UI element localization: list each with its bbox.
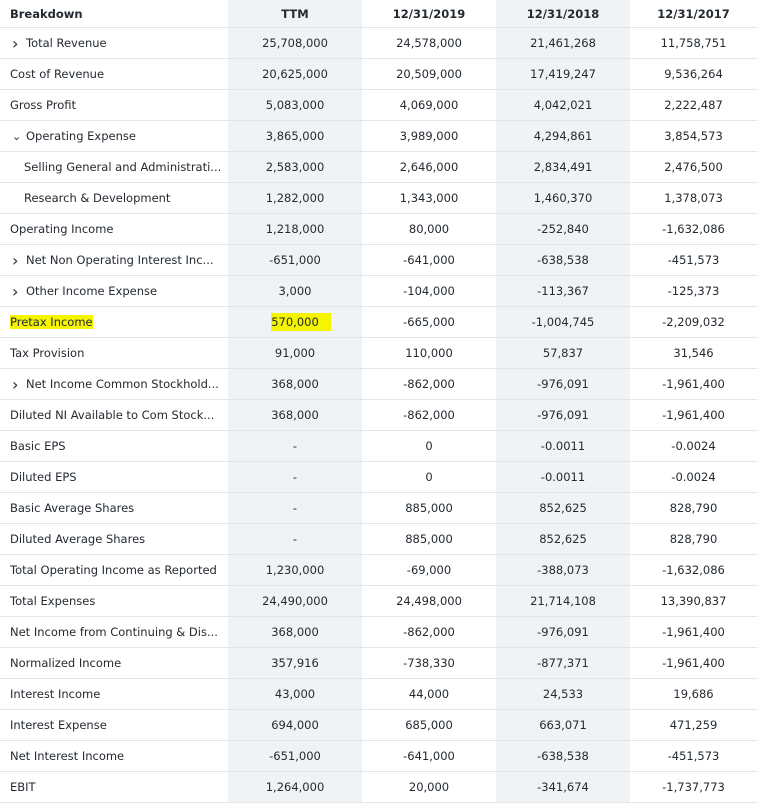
cell-value: -1,961,400 (662, 625, 725, 639)
cell-value: 2,646,000 (399, 160, 459, 174)
cell-value: 357,916 (271, 656, 319, 670)
cell-value: -651,000 (269, 253, 321, 267)
cell-ttm (228, 617, 362, 647)
cell-2018 (496, 338, 630, 368)
row-label (0, 59, 228, 89)
row-label (0, 524, 228, 554)
cell-value: 43,000 (274, 687, 316, 701)
cell-value: 17,419,247 (530, 67, 596, 81)
cell-ttm (228, 431, 362, 461)
cell-2019 (362, 772, 496, 802)
cell-value: 1,282,000 (265, 191, 325, 205)
header-breakdown: Breakdown (10, 6, 83, 21)
cell-value: 1,343,000 (399, 191, 459, 205)
row-label (0, 400, 228, 430)
row-label[interactable] (0, 245, 228, 275)
table-row (0, 245, 757, 276)
cell-2018 (496, 679, 630, 709)
cell-value: -1,961,400 (662, 656, 725, 670)
cell-value: -862,000 (403, 377, 455, 391)
cell-value: 0 (425, 470, 433, 484)
table-row (0, 369, 757, 400)
cell-2018 (496, 245, 630, 275)
cell-2017 (630, 648, 757, 678)
cell-ttm (228, 183, 362, 213)
row-label[interactable] (0, 369, 228, 399)
cell-value: 368,000 (271, 377, 319, 391)
chevron-right-icon[interactable]: › (12, 374, 19, 394)
cell-ttm (228, 214, 362, 244)
cell-value: 885,000 (405, 501, 453, 515)
cell-2017 (630, 431, 757, 461)
cell-value: 24,578,000 (396, 36, 462, 50)
cell-value: 2,834,491 (533, 160, 593, 174)
table-row (0, 90, 757, 121)
cell-value: 368,000 (271, 625, 319, 639)
cell-2019 (362, 276, 496, 306)
row-label-text: Net Income Common Stockhold... (26, 377, 219, 391)
cell-ttm (228, 369, 362, 399)
row-label[interactable] (0, 121, 228, 151)
cell-ttm (228, 90, 362, 120)
cell-2019 (362, 462, 496, 492)
cell-value: 663,071 (539, 718, 587, 732)
cell-value: 31,546 (673, 346, 714, 360)
row-label-text: Cost of Revenue (10, 67, 105, 81)
cell-2019 (362, 741, 496, 771)
table-row (0, 493, 757, 524)
cell-value: 1,460,370 (533, 191, 593, 205)
cell-value: 0 (425, 439, 433, 453)
cell-value: -451,573 (667, 749, 720, 763)
table-row (0, 555, 757, 586)
cell-2018 (496, 369, 630, 399)
cell-ttm (228, 152, 362, 182)
cell-value: 1,378,073 (664, 191, 723, 205)
cell-value: 3,000 (278, 284, 312, 298)
row-label-text: Net Non Operating Interest Inc... (26, 253, 214, 267)
cell-2017 (630, 338, 757, 368)
cell-2019 (362, 90, 496, 120)
cell-value: 2,476,500 (664, 160, 723, 174)
cell-value: 25,708,000 (262, 36, 328, 50)
cell-value: 828,790 (669, 532, 718, 546)
row-label (0, 431, 228, 461)
cell-2017 (630, 710, 757, 740)
cell-2018 (496, 493, 630, 523)
header-2018: 12/31/2018 (496, 0, 630, 27)
cell-value: -638,538 (537, 749, 589, 763)
row-label (0, 679, 228, 709)
cell-2019 (362, 555, 496, 585)
cell-value: 852,625 (539, 501, 587, 515)
table-row (0, 400, 757, 431)
chevron-down-icon[interactable]: ⌄ (12, 129, 22, 143)
cell-value: 24,533 (542, 687, 584, 701)
cell-value: 24,490,000 (262, 594, 328, 608)
cell-2019 (362, 369, 496, 399)
row-label-text: Basic Average Shares (10, 501, 135, 515)
row-label-text: EBIT (10, 780, 36, 794)
row-label (0, 617, 228, 647)
cell-value: -665,000 (403, 315, 455, 329)
cell-value: -0.0024 (671, 439, 716, 453)
cell-ttm (228, 555, 362, 585)
table-row (0, 741, 757, 772)
row-label (0, 648, 228, 678)
cell-value: -388,073 (537, 563, 589, 577)
cell-2017 (630, 400, 757, 430)
cell-2018 (496, 152, 630, 182)
row-label-text: Pretax Income (10, 315, 93, 329)
table-row (0, 276, 757, 307)
table-row (0, 338, 757, 369)
cell-2017 (630, 741, 757, 771)
cell-2019 (362, 493, 496, 523)
cell-value: - (292, 532, 298, 546)
cell-2019 (362, 59, 496, 89)
row-label-text: Net Interest Income (10, 749, 125, 763)
cell-value: 852,625 (539, 532, 587, 546)
cell-value: -125,373 (667, 284, 720, 298)
cell-value: -1,737,773 (662, 780, 725, 794)
table-header (0, 0, 757, 28)
cell-2017 (630, 617, 757, 647)
cell-2018 (496, 772, 630, 802)
cell-value: 44,000 (408, 687, 450, 701)
row-label-text: Net Income from Continuing & Dis... (10, 625, 218, 639)
cell-value: -862,000 (403, 408, 455, 422)
cell-value: -113,367 (537, 284, 589, 298)
table-row (0, 431, 757, 462)
cell-ttm (228, 245, 362, 275)
cell-ttm (228, 338, 362, 368)
cell-value: -0.0011 (540, 439, 586, 453)
cell-2018 (496, 431, 630, 461)
row-label[interactable] (0, 276, 228, 306)
cell-2017 (630, 772, 757, 802)
cell-value: -651,000 (269, 749, 321, 763)
cell-ttm (228, 648, 362, 678)
table-row (0, 28, 757, 59)
cell-2019 (362, 307, 496, 337)
cell-2019 (362, 524, 496, 554)
cell-value: -0.0024 (671, 470, 716, 484)
table-row (0, 679, 757, 710)
cell-2019 (362, 338, 496, 368)
row-label-text: Other Income Expense (26, 284, 158, 298)
cell-value: -104,000 (403, 284, 455, 298)
cell-ttm (228, 679, 362, 709)
cell-2019 (362, 214, 496, 244)
table-row (0, 772, 757, 803)
cell-2018 (496, 710, 630, 740)
cell-value: 3,854,573 (664, 129, 723, 143)
cell-value: -252,840 (537, 222, 589, 236)
row-label-text: Total Operating Income as Reported (10, 563, 217, 577)
cell-value: -341,674 (537, 780, 589, 794)
row-label[interactable] (0, 28, 228, 58)
cell-2018 (496, 400, 630, 430)
cell-2019 (362, 431, 496, 461)
chevron-right-icon[interactable]: › (12, 33, 19, 53)
table-row (0, 710, 757, 741)
cell-value: 13,390,837 (660, 594, 727, 608)
cell-value: 4,069,000 (399, 98, 459, 112)
cell-2018 (496, 183, 630, 213)
cell-ttm (228, 462, 362, 492)
cell-value: 2,222,487 (664, 98, 723, 112)
table-row (0, 586, 757, 617)
row-label-text: Research & Development (24, 191, 171, 205)
cell-value: -641,000 (403, 749, 455, 763)
cell-value: 685,000 (405, 718, 453, 732)
cell-value: 9,536,264 (664, 67, 723, 81)
cell-value: -0.0011 (540, 470, 586, 484)
cell-2019 (362, 617, 496, 647)
cell-2018 (496, 648, 630, 678)
row-label (0, 710, 228, 740)
cell-value: -1,004,745 (531, 315, 595, 329)
cell-ttm (228, 400, 362, 430)
cell-2018 (496, 462, 630, 492)
cell-2017 (630, 555, 757, 585)
cell-2017 (630, 59, 757, 89)
cell-2019 (362, 586, 496, 616)
row-label (0, 741, 228, 771)
cell-value: - (292, 501, 298, 515)
cell-ttm (228, 710, 362, 740)
cell-value: 694,000 (271, 718, 319, 732)
cell-value: -1,632,086 (662, 563, 725, 577)
chevron-right-icon[interactable]: › (12, 281, 19, 301)
table-row (0, 462, 757, 493)
cell-ttm (228, 28, 362, 58)
cell-value: 110,000 (405, 346, 453, 360)
cell-ttm (228, 493, 362, 523)
row-label (0, 772, 228, 802)
cell-value: -738,330 (403, 656, 455, 670)
chevron-right-icon[interactable]: › (12, 250, 19, 270)
cell-2018 (496, 59, 630, 89)
row-label (0, 493, 228, 523)
cell-value: -451,573 (667, 253, 720, 267)
row-label-text: Interest Income (10, 687, 101, 701)
cell-ttm (228, 59, 362, 89)
cell-2019 (362, 28, 496, 58)
cell-2017 (630, 121, 757, 151)
cell-value: -976,091 (537, 377, 589, 391)
cell-ttm (228, 276, 362, 306)
cell-2017 (630, 524, 757, 554)
cell-2017 (630, 28, 757, 58)
cell-value: 91,000 (274, 346, 316, 360)
table-body (0, 28, 757, 803)
table-row (0, 524, 757, 555)
cell-2017 (630, 245, 757, 275)
cell-ttm (228, 586, 362, 616)
cell-2018 (496, 90, 630, 120)
cell-value: 471,259 (669, 718, 718, 732)
header-ttm: TTM (228, 0, 362, 27)
row-label (0, 307, 228, 337)
cell-value: -976,091 (537, 408, 589, 422)
cell-value: 368,000 (271, 408, 319, 422)
row-label-text: Total Revenue (26, 36, 107, 50)
cell-value: 80,000 (408, 222, 450, 236)
cell-2019 (362, 679, 496, 709)
table-row (0, 617, 757, 648)
row-label-text: Tax Provision (10, 346, 85, 360)
cell-value: 3,989,000 (399, 129, 459, 143)
cell-value: -877,371 (537, 656, 589, 670)
cell-ttm (228, 772, 362, 802)
cell-value: -1,961,400 (662, 377, 725, 391)
cell-2018 (496, 214, 630, 244)
cell-2019 (362, 648, 496, 678)
cell-value: 20,625,000 (262, 67, 328, 81)
table-row (0, 648, 757, 679)
cell-2018 (496, 617, 630, 647)
cell-value: 2,583,000 (265, 160, 325, 174)
cell-value: 24,498,000 (396, 594, 462, 608)
cell-2017 (630, 493, 757, 523)
cell-2017 (630, 214, 757, 244)
cell-2018 (496, 276, 630, 306)
cell-value: -69,000 (406, 563, 452, 577)
cell-2017 (630, 679, 757, 709)
cell-2017 (630, 183, 757, 213)
row-label-text: Diluted NI Available to Com Stock... (10, 408, 215, 422)
cell-2018 (496, 586, 630, 616)
cell-2017 (630, 276, 757, 306)
table-row (0, 59, 757, 90)
cell-value: 1,218,000 (265, 222, 325, 236)
row-label-text: Gross Profit (10, 98, 77, 112)
row-label-text: Operating Income (10, 222, 114, 236)
cell-value: 4,042,021 (533, 98, 593, 112)
row-label (0, 338, 228, 368)
table-row (0, 183, 757, 214)
table-row (0, 214, 757, 245)
cell-2018 (496, 28, 630, 58)
cell-value: 5,083,000 (265, 98, 325, 112)
cell-2019 (362, 245, 496, 275)
table-row (0, 307, 757, 338)
cell-ttm (228, 121, 362, 151)
cell-value: 885,000 (405, 532, 453, 546)
cell-value: 19,686 (673, 687, 714, 701)
cell-value: 1,264,000 (265, 780, 325, 794)
row-label (0, 555, 228, 585)
row-label (0, 462, 228, 492)
cell-2018 (496, 121, 630, 151)
row-label-text: Normalized Income (10, 656, 122, 670)
row-label-text: Basic EPS (10, 439, 66, 453)
cell-value: -638,538 (537, 253, 589, 267)
cell-2017 (630, 152, 757, 182)
cell-ttm (228, 307, 362, 337)
row-label-text: Selling General and Administrati... (24, 160, 222, 174)
row-label (0, 152, 228, 182)
row-label (0, 183, 228, 213)
cell-2019 (362, 121, 496, 151)
cell-value: 20,509,000 (396, 67, 462, 81)
cell-value: 20,000 (408, 780, 450, 794)
cell-value: 570,000 (271, 313, 331, 331)
row-label-text: Diluted EPS (10, 470, 77, 484)
cell-2017 (630, 90, 757, 120)
cell-2018 (496, 741, 630, 771)
cell-value: -1,632,086 (662, 222, 725, 236)
cell-value: -862,000 (403, 625, 455, 639)
cell-2017 (630, 369, 757, 399)
row-label (0, 90, 228, 120)
cell-value: 21,714,108 (530, 594, 596, 608)
row-label-text: Operating Expense (26, 129, 136, 143)
cell-value: 828,790 (669, 501, 718, 515)
cell-2017 (630, 586, 757, 616)
cell-ttm (228, 741, 362, 771)
cell-2019 (362, 183, 496, 213)
cell-value: -641,000 (403, 253, 455, 267)
cell-value: 4,294,861 (533, 129, 593, 143)
cell-2018 (496, 524, 630, 554)
cell-2019 (362, 710, 496, 740)
cell-value: 3,865,000 (265, 129, 325, 143)
row-label-text: Diluted Average Shares (10, 532, 146, 546)
cell-2017 (630, 462, 757, 492)
cell-value: 57,837 (542, 346, 584, 360)
header-2017: 12/31/2017 (657, 6, 730, 21)
cell-value: - (292, 470, 298, 484)
cell-value: -1,961,400 (662, 408, 725, 422)
table-row (0, 121, 757, 152)
row-label (0, 586, 228, 616)
row-label (0, 214, 228, 244)
header-2019: 12/31/2019 (392, 6, 466, 21)
cell-value: 1,230,000 (265, 563, 325, 577)
row-label-text: Interest Expense (10, 718, 107, 732)
cell-value: - (292, 439, 298, 453)
cell-value: 11,758,751 (660, 36, 727, 50)
cell-2019 (362, 152, 496, 182)
cell-ttm (228, 524, 362, 554)
cell-value: -976,091 (537, 625, 589, 639)
cell-2019 (362, 400, 496, 430)
cell-2018 (496, 307, 630, 337)
cell-2018 (496, 555, 630, 585)
cell-2017 (630, 307, 757, 337)
cell-value: -2,209,032 (662, 315, 725, 329)
table-row (0, 152, 757, 183)
cell-value: 21,461,268 (530, 36, 596, 50)
row-label-text: Total Expenses (10, 594, 96, 608)
